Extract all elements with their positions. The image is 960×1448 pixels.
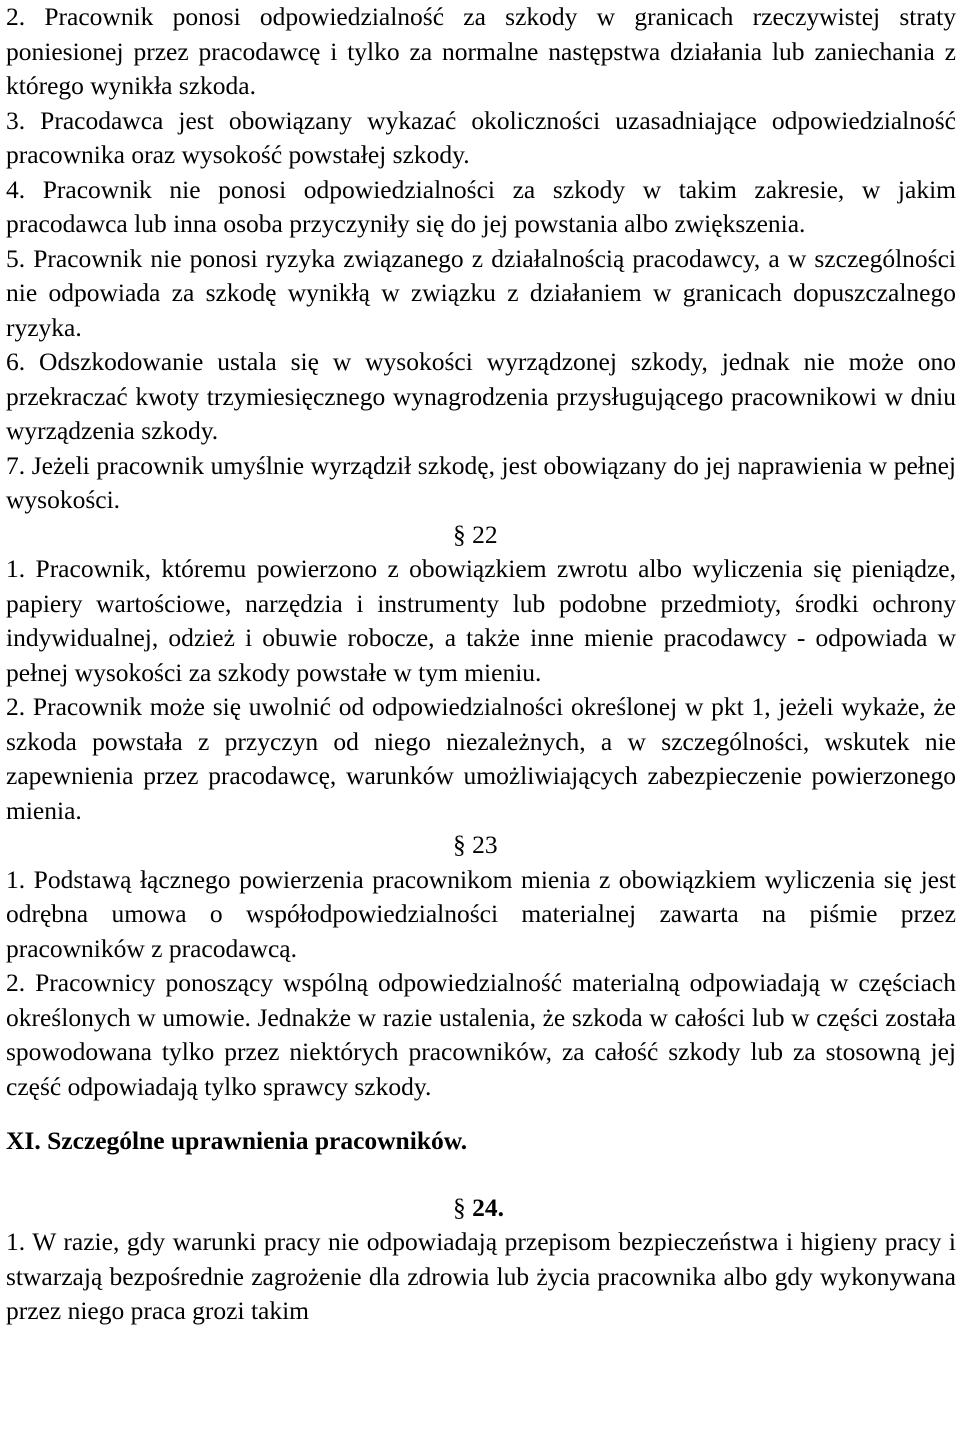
article-21-paragraph-2: 2. Pracownik ponosi odpowiedzialność za szkody w granicach rzeczywistej straty poniesionej przez pracodawcę i tylko za normalne następstwa działania lub zaniechania z którego wynikła szkoda. — [6, 2, 956, 100]
article-21-paragraph-4: 4. Pracownik nie ponosi odpowiedzialności za szkody w takim zakresie, w jakim pracodawca lub inna osoba przyczyniły się do jej powstania albo zwiększenia. — [6, 174, 956, 238]
article-21-paragraph-6: 6. Odszkodowanie ustala się w wysokości wyrządzonej szkody, jednak nie może ono przekraczać kwoty trzymiesięcznego wynagrodzenia przysługującego pracownikowi w dniu wyrządzenia szkody. — [6, 347, 956, 445]
spacer — [6, 1104, 956, 1124]
article-23-paragraph-2: 2. Pracownicy ponoszący wspólną odpowiedzialność materialną odpowiadają w częściach określonych w umowie. Jednakże w razie ustalenia, że szkoda w całości lub w części została spowodowana tylko przez niektórych pracowników, za całość szkody lub za stosowną jej część odpowiadają tylko sprawcy szkody. — [6, 968, 956, 1101]
section-symbol: § — [453, 1192, 466, 1222]
article-24-paragraph-1: 1. W razie, gdy warunki pracy nie odpowiadają przepisom bezpieczeństwa i higieny pracy i stwarzają bezpośrednie zagrożenie dla zdrowia lub życia pracownika albo gdy wykonywana przez niego praca grozi takim — [6, 1227, 956, 1325]
article-23-heading — [6, 828, 956, 863]
spacer — [6, 1159, 956, 1191]
article-24-heading — [6, 1191, 956, 1226]
article-22-heading — [6, 518, 956, 553]
article-22-paragraph-2: 2. Pracownik może się uwolnić od odpowiedzialności określonej w pkt 1, jeżeli wykaże, że szkoda powstała z przyczyn od niego niezależnych, a w szczególności, wskutek nie zapewnienia przez pracodawcę, warunków umożliwiających zabezpieczenie powierzonego mienia. — [6, 692, 956, 825]
article-23-number: 23 — [472, 830, 498, 859]
article-24-number: 24. — [472, 1192, 504, 1222]
article-21-paragraph-5: 5. Pracownik nie ponosi ryzyka związanego z działalnością pracodawcy, a w szczególności nie odpowiada za szkodę wynikłą w związku z działaniem w granicach dopuszczalnego ryzyka. — [6, 243, 956, 342]
article-23-paragraph-1: 1. Podstawą łącznego powierzenia pracownikom mienia z obowiązkiem wyliczenia się jest odrębna umowa o współodpowiedzialności materialnej zawarta na piśmie przez pracowników z pracodawcą. — [6, 864, 956, 963]
section-symbol: § — [453, 519, 466, 549]
article-21-paragraph-7: 7. Jeżeli pracownik umyślnie wyrządził szkodę, jest obowiązany do jej naprawienia w pełnej wysokości. — [6, 450, 956, 514]
article-22-number: 22 — [472, 519, 498, 549]
section-symbol: § — [453, 830, 466, 859]
document-page — [6, 0, 956, 1329]
article-21-paragraph-3: 3. Pracodawca jest obowiązany wykazać okoliczności uzasadniające odpowiedzialność pracownika oraz wysokość powstałej szkody. — [6, 105, 956, 169]
article-22-paragraph-1: 1. Pracownik, któremu powierzono z obowiązkiem zwrotu albo wyliczenia się pieniądze, papiery wartościowe, narzędzia i instrumenty lub podobne przedmioty, środki ochrony indywidualnej, odzież i obuwie robocze, a także inne mienie pracodawcy - odpowiada w pełnej wysokości za szkody powstałe w tym mieniu. — [6, 554, 956, 687]
chapter-heading: XI. Szczególne uprawnienia pracowników. — [6, 1126, 468, 1155]
